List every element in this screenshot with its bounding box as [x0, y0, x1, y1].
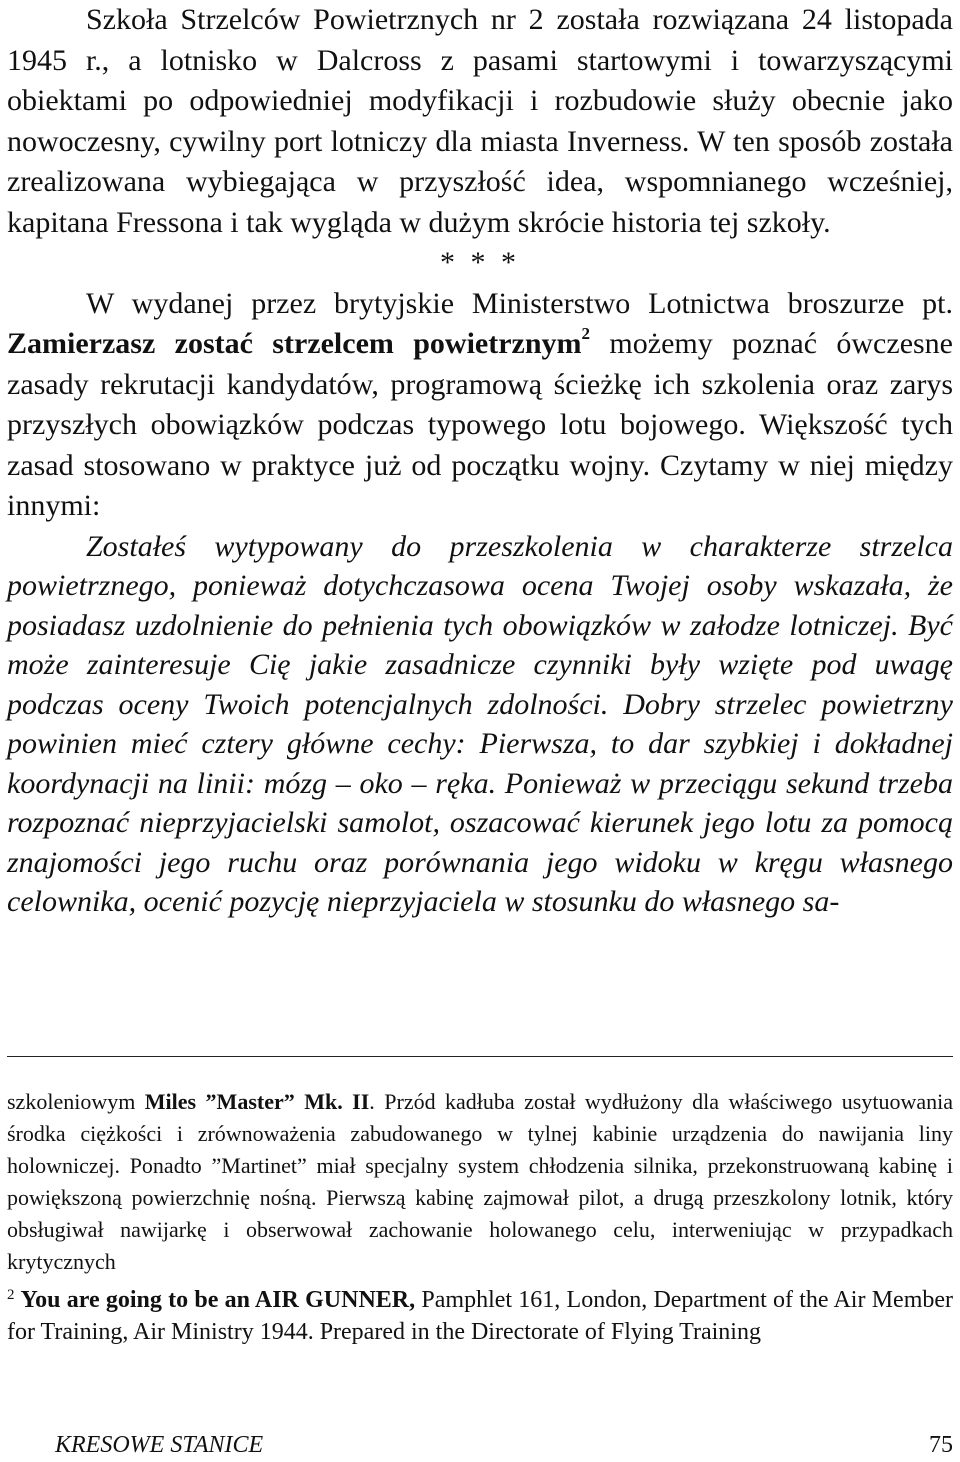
- paragraph-pamphlet: [7, 284, 953, 527]
- document-page: [7, 0, 953, 1462]
- pamphlet-title: Zamierzasz zostać strzelcem powietrznym: [7, 327, 582, 360]
- footnote-citation: Pamphlet 161, London, Department of the Air Member for Training, Air Ministry 1944. Prepared in the Directorate of Flying Training: [7, 1287, 954, 1345]
- aircraft-name: Miles ”Master” Mk. II: [144, 1089, 370, 1114]
- paragraph-text: Szkoła Strzelców Powietrznych nr 2 została rozwiązana 24 listopada 1945 r., a lotnisko w Dalcross z pasami startowymi i towarzyszącymi obiektami po odpowiedniej modyfikacji i rozbudowie służy obecnie jako nowoczesny, cywilny port lotniczy dla miasta Inverness. W ten sposób została zrealizowana wybiegająca w przyszłość idea, wspomnianego wcześniej, kapitana Fressona i tak wygląda w dużym skrócie historia tej szkoły.: [7, 3, 953, 239]
- page-footer: [7, 1430, 953, 1460]
- footnote-text-rest: . Przód kadłuba został wydłużony dla właściwego usytuowania środka ciężkości i zrównoważenia zabudowanego w tylnej kabinie urządzenia do nawijania liny holowniczej. Ponadto ”Martinet” miał specjalny system chłodzenia silnika, przekonstruowaną kabinę i powiększoną powierzchnię nośną. Pierwszą kabinę zajmował pilot, a drugą przeszkolony lotnik, który obsługiwał nawijarkę i obserwował zachowanie holowanego celu, interweniując w przypadkach krytycznych: [7, 1089, 954, 1274]
- paragraph-text-rest: możemy poznać ówczesne zasady rekrutacji kandydatów, programową ścieżkę ich szkolenia oraz zarys przyszłych obowiązków podczas typowego lotu bojowego. Większość tych zasad stosowano w praktyce już od początku wojny. Czytamy w niej między innymi:: [7, 327, 953, 522]
- section-separator: * * *: [440, 246, 520, 279]
- main-text: [7, 0, 953, 922]
- footnote-reference: 2: [581, 324, 591, 343]
- page-number: 75: [929, 1432, 953, 1458]
- publication-title: KRESOWE STANICE: [55, 1432, 264, 1458]
- paragraph-text-start: W wydanej przez brytyjskie Ministerstwo Lotnictwa broszurze pt.: [86, 286, 953, 320]
- footnote-divider: [7, 1056, 953, 1057]
- quoted-passage: Zostałeś wytypowany do przeszkolenia w charakterze strzelca powietrznego, ponieważ dotychczasowa ocena Twojej osoby wskazała, że posiadasz uzdolnienie do pełnienia tych obowiązków w załodze lotniczej. Być może zainteresuje Cię jakie zasadnicze czynniki były wzięte pod uwagę podczas oceny Twoich potencjalnych zdolności. Dobry strzelec powietrzny powinien mieć cztery główne cechy: Pierwsza, to dar szybkiej i dokładnej koordynacji na linii: mózg – oko – ręka. Ponieważ w przeciągu sekund trzeba rozpoznać nieprzyjacielski samolot, oszacować kierunek jego lotu za pomocą znajomości jego ruchu oraz porównania jego widoku w kręgu własnego celownika, ocenić pozycję nieprzyjaciela w stosunku do własnego sa-: [7, 529, 953, 918]
- footnote-2: [7, 1280, 953, 1348]
- paragraph-dalcross: [7, 0, 953, 243]
- footnote-number: 2: [7, 1287, 15, 1303]
- footnote-1-continuation: [7, 1086, 953, 1278]
- footnote-text-start: szkoleniowym: [7, 1089, 145, 1114]
- footnotes: [7, 1086, 953, 1348]
- pamphlet-english-title: You are going to be an AIR GUNNER,: [20, 1287, 416, 1313]
